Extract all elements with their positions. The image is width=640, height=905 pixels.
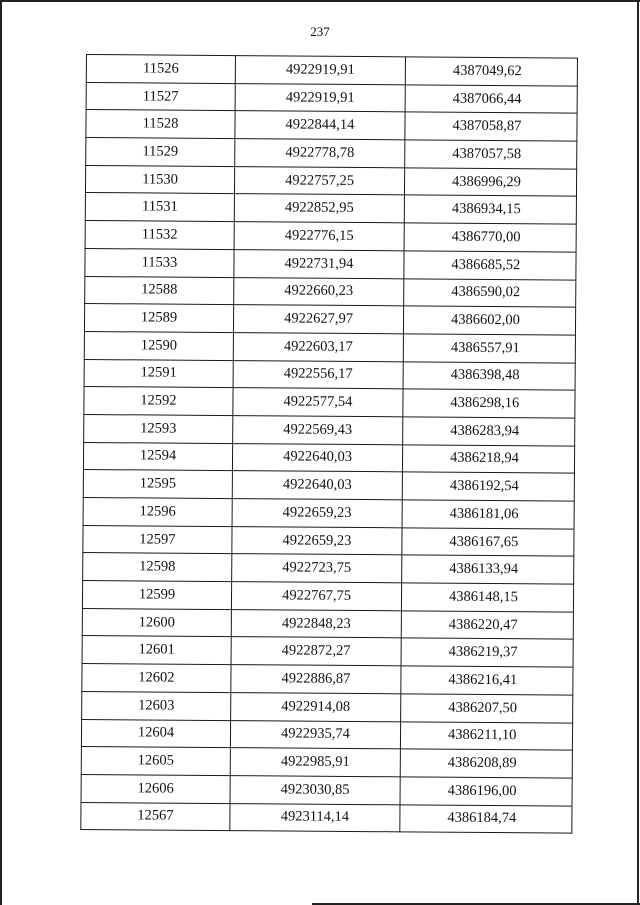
x-coordinate-cell: 4923114,14 (230, 803, 400, 832)
x-coordinate-cell: 4922757,25 (234, 166, 404, 195)
y-coordinate-cell: 4386184,74 (400, 804, 572, 833)
y-coordinate-cell: 4386398,48 (403, 361, 575, 390)
point-number-cell: 12592 (84, 387, 233, 416)
x-coordinate-cell: 4922767,75 (231, 582, 401, 611)
y-coordinate-cell: 4386211,10 (400, 721, 572, 750)
y-coordinate-cell: 4386218,94 (402, 444, 574, 473)
table-row (86, 55, 577, 86)
table-row (82, 691, 573, 722)
y-coordinate-cell: 4386181,06 (402, 500, 574, 529)
point-number-cell: 12590 (84, 331, 233, 360)
x-coordinate-cell: 4922886,87 (231, 665, 401, 694)
x-coordinate-cell: 4922577,54 (233, 388, 403, 417)
y-coordinate-cell: 4387058,87 (405, 112, 577, 141)
x-coordinate-cell: 4922556,17 (233, 360, 403, 389)
x-coordinate-cell: 4922844,14 (235, 111, 405, 140)
table-row (85, 248, 576, 279)
y-coordinate-cell: 4386167,65 (402, 528, 574, 557)
point-number-cell: 12601 (82, 636, 231, 665)
point-number-cell: 11531 (85, 193, 234, 222)
point-number-cell: 12600 (82, 608, 231, 637)
page-border-right (637, 0, 639, 905)
table-row (83, 525, 574, 556)
y-coordinate-cell: 4386685,52 (404, 251, 576, 280)
table-row (81, 719, 572, 750)
table-row (84, 414, 575, 445)
x-coordinate-cell: 4922919,91 (235, 56, 405, 85)
point-number-cell: 11526 (86, 55, 235, 84)
table-row (84, 304, 575, 335)
point-number-cell: 12593 (84, 414, 233, 443)
point-number-cell: 12605 (81, 747, 230, 776)
point-number-cell: 11528 (86, 110, 235, 139)
y-coordinate-cell: 4386602,00 (403, 306, 575, 335)
point-number-cell: 12606 (81, 774, 230, 803)
y-coordinate-cell: 4386996,29 (404, 168, 576, 197)
point-number-cell: 12591 (84, 359, 233, 388)
y-coordinate-cell: 4386934,15 (404, 195, 576, 224)
x-coordinate-cell: 4922935,74 (230, 720, 400, 749)
x-coordinate-cell: 4922627,97 (233, 305, 403, 334)
x-coordinate-cell: 4922640,03 (232, 443, 402, 472)
y-coordinate-cell: 4386590,02 (404, 278, 576, 307)
table-row (83, 470, 574, 501)
x-coordinate-cell: 4922778,78 (235, 139, 405, 168)
page-number: 237 (310, 24, 330, 39)
table-row (84, 387, 575, 418)
point-number-cell: 11527 (86, 82, 235, 111)
point-number-cell: 12594 (83, 442, 232, 471)
coordinates-table (80, 54, 578, 834)
table-row (83, 442, 574, 473)
table-row (81, 747, 572, 778)
page-border-top (0, 0, 640, 2)
x-coordinate-cell: 4922660,23 (234, 277, 404, 306)
point-number-cell: 12603 (82, 691, 231, 720)
x-coordinate-cell: 4922569,43 (233, 416, 403, 445)
y-coordinate-cell: 4386770,00 (404, 223, 576, 252)
table-row (82, 664, 573, 695)
point-number-cell: 12598 (83, 553, 232, 582)
point-number-cell: 12604 (81, 719, 230, 748)
table-row (81, 802, 572, 833)
x-coordinate-cell: 4922872,27 (231, 637, 401, 666)
x-coordinate-cell: 4922659,23 (232, 499, 402, 528)
table-row (85, 193, 576, 224)
table-row (86, 110, 577, 141)
y-coordinate-cell: 4386219,37 (401, 638, 573, 667)
point-number-cell: 11530 (85, 165, 234, 194)
point-number-cell: 12567 (81, 802, 230, 831)
table-row (84, 359, 575, 390)
y-coordinate-cell: 4387049,62 (405, 57, 577, 86)
x-coordinate-cell: 4922985,91 (230, 748, 400, 777)
table-row (85, 276, 576, 307)
table-row (85, 221, 576, 252)
point-number-cell: 12597 (83, 525, 232, 554)
x-coordinate-cell: 4922852,95 (234, 194, 404, 223)
x-coordinate-cell: 4922659,23 (232, 526, 402, 555)
point-number-cell: 11532 (85, 221, 234, 250)
coordinates-table-body (81, 55, 578, 834)
table-row (82, 608, 573, 639)
point-number-cell: 12596 (83, 497, 232, 526)
x-coordinate-cell: 4922731,94 (234, 249, 404, 278)
x-coordinate-cell: 4922919,91 (235, 83, 405, 112)
y-coordinate-cell: 4387057,58 (405, 140, 577, 169)
x-coordinate-cell: 4922776,15 (234, 222, 404, 251)
point-number-cell: 12602 (82, 664, 231, 693)
table-row (86, 82, 577, 113)
y-coordinate-cell: 4386557,91 (403, 334, 575, 363)
y-coordinate-cell: 4386216,41 (401, 666, 573, 695)
table-row (81, 774, 572, 805)
x-coordinate-cell: 4922723,75 (232, 554, 402, 583)
x-coordinate-cell: 4923030,85 (230, 775, 400, 804)
point-number-cell: 12588 (85, 276, 234, 305)
y-coordinate-cell: 4386283,94 (403, 417, 575, 446)
y-coordinate-cell: 4386148,15 (401, 583, 573, 612)
table-row (83, 497, 574, 528)
y-coordinate-cell: 4386207,50 (401, 694, 573, 723)
table-row (86, 138, 577, 169)
y-coordinate-cell: 4386220,47 (401, 611, 573, 640)
point-number-cell: 12595 (83, 470, 232, 499)
y-coordinate-cell: 4386192,54 (402, 472, 574, 501)
table-row (82, 636, 573, 667)
point-number-cell: 11529 (86, 138, 235, 167)
x-coordinate-cell: 4922848,23 (231, 609, 401, 638)
y-coordinate-cell: 4386133,94 (402, 555, 574, 584)
table-row (84, 331, 575, 362)
y-coordinate-cell: 4386298,16 (403, 389, 575, 418)
x-coordinate-cell: 4922914,08 (231, 692, 401, 721)
point-number-cell: 12599 (82, 581, 231, 610)
point-number-cell: 12589 (84, 304, 233, 333)
table-row (82, 581, 573, 612)
x-coordinate-cell: 4922640,03 (232, 471, 402, 500)
x-coordinate-cell: 4922603,17 (233, 332, 403, 361)
y-coordinate-cell: 4386208,89 (400, 749, 572, 778)
y-coordinate-cell: 4386196,00 (400, 777, 572, 806)
y-coordinate-cell: 4387066,44 (405, 85, 577, 114)
point-number-cell: 11533 (85, 248, 234, 277)
page-border-left (0, 0, 2, 905)
table-row (83, 553, 574, 584)
table-row (85, 165, 576, 196)
